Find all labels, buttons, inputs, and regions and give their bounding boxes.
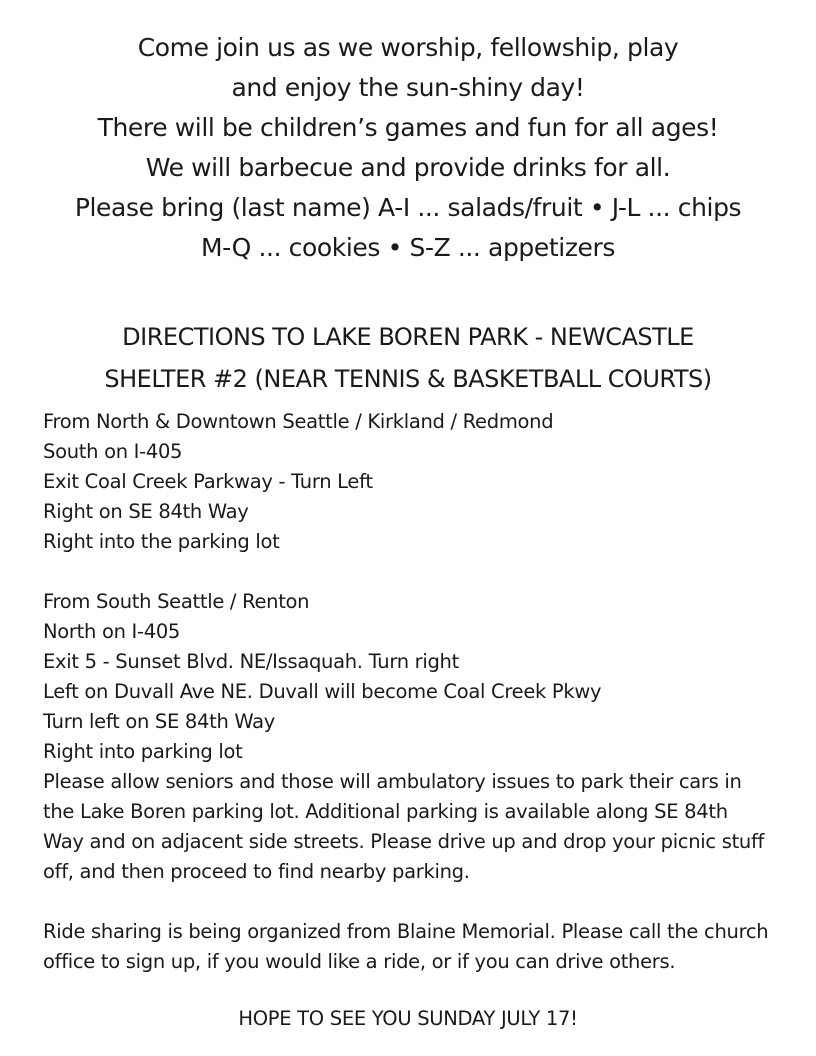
direction-line: Right on SE 84th Way — [43, 500, 249, 523]
directions-from-south — [43, 587, 803, 887]
direction-line: From South Seattle / Renton — [43, 590, 310, 613]
directions-heading-line: SHELTER #2 (NEAR TENNIS & BASKETBALL COURTS) — [104, 365, 712, 393]
direction-line: Turn left on SE 84th Way — [43, 710, 276, 733]
ride-sharing-line: Ride sharing is being organized from Blaine Memorial. Please call the church — [43, 920, 769, 943]
direction-line: Exit 5 - Sunset Blvd. NE/Issaquah. Turn right — [43, 650, 459, 673]
directions-heading — [0, 316, 816, 400]
direction-line: North on I-405 — [43, 620, 181, 643]
direction-line: South on I-405 — [43, 440, 183, 463]
intro-line: We will barbecue and provide drinks for all. — [145, 153, 671, 182]
directions-from-north — [43, 407, 803, 557]
direction-line: Exit Coal Creek Parkway - Turn Left — [43, 470, 373, 493]
direction-line: Right into the parking lot — [43, 530, 280, 553]
ride-sharing-paragraph — [43, 917, 803, 977]
parking-note-line: off, and then proceed to find nearby parking. — [43, 860, 470, 883]
direction-line: Left on Duvall Ave NE. Duvall will become Coal Creek Pkwy — [43, 680, 602, 703]
direction-line: From North & Downtown Seattle / Kirkland / Redmond — [43, 410, 554, 433]
ride-sharing-line: office to sign up, if you would like a ride, or if you can drive others. — [43, 950, 676, 973]
intro-line: There will be children’s games and fun for all ages! — [97, 113, 719, 142]
intro-line: and enjoy the sun-shiny day! — [231, 73, 585, 102]
parking-note-line: the Lake Boren parking lot. Additional parking is available along SE 84th — [43, 800, 728, 823]
intro-paragraph — [0, 28, 816, 268]
intro-line: Please bring (last name) A-I ... salads/fruit • J-L ... chips — [74, 193, 742, 222]
parking-note-line: Way and on adjacent side streets. Please drive up and drop your picnic stuff — [43, 830, 765, 853]
directions-heading-line: DIRECTIONS TO LAKE BOREN PARK - NEWCASTLE — [122, 323, 694, 351]
intro-line: M-Q ... cookies • S-Z ... appetizers — [200, 233, 616, 262]
direction-line: Right into parking lot — [43, 740, 243, 763]
closing-line: HOPE TO SEE YOU SUNDAY JULY 17! — [238, 1007, 578, 1030]
parking-note-line: Please allow seniors and those will ambulatory issues to park their cars in — [43, 770, 742, 793]
intro-line: Come join us as we worship, fellowship, play — [137, 33, 679, 62]
